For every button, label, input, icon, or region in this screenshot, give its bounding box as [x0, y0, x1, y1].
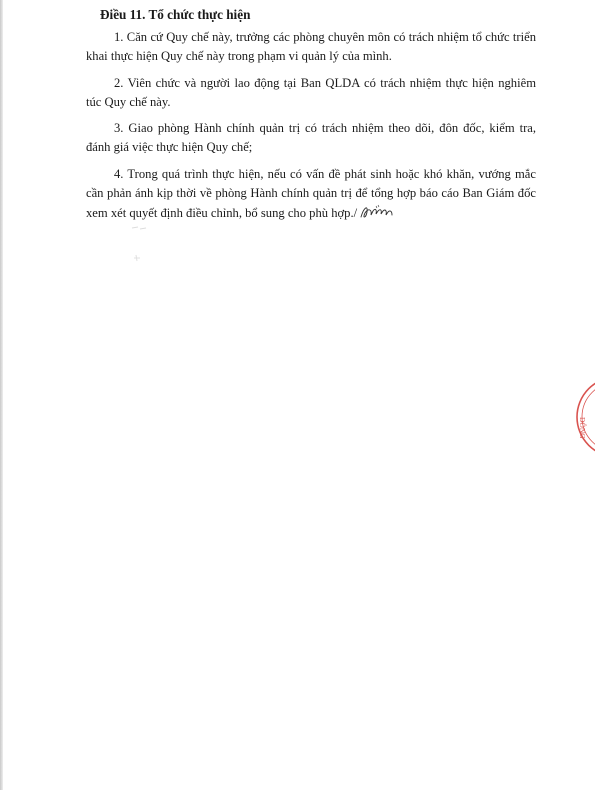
scan-edge [0, 0, 3, 790]
article-body [86, 28, 536, 230]
paragraph-3: 3. Giao phòng Hành chính quản trị có trách nhiệm theo dõi, đôn đốc, kiểm tra, đánh giá việc thực hiện Quy chế; [86, 121, 536, 154]
faint-scan-mark [128, 252, 152, 264]
red-seal-stamp [565, 372, 595, 462]
initial-signature-icon [358, 203, 400, 221]
paragraph-4-text: 4. Trong quá trình thực hiện, nếu có vấn đề phát sinh hoặc khó khăn, vướng mắc cần phản ánh kịp thời về phòng Hành chính quản trị để tổng hợp báo cáo Ban Giám đốc xem xét quyết định điều chỉnh, bổ sung cho phù hợp./ [86, 166, 536, 220]
paragraph-4 [86, 165, 536, 223]
svg-text:ĐÔNG: ĐÔNG [578, 417, 587, 439]
paragraph-1: 1. Căn cứ Quy chế này, trưởng các phòng chuyên môn có trách nhiệm tổ chức triển khai thực hiện Quy chế này trong phạm vi quản lý của mình. [86, 30, 536, 63]
faint-scan-mark [128, 222, 152, 234]
paragraph-2: 2. Viên chức và người lao động tại Ban QLDA có trách nhiệm thực hiện nghiêm túc Quy chế này. [86, 75, 536, 109]
article-title: Điều 11. Tổ chức thực hiện [100, 7, 251, 22]
